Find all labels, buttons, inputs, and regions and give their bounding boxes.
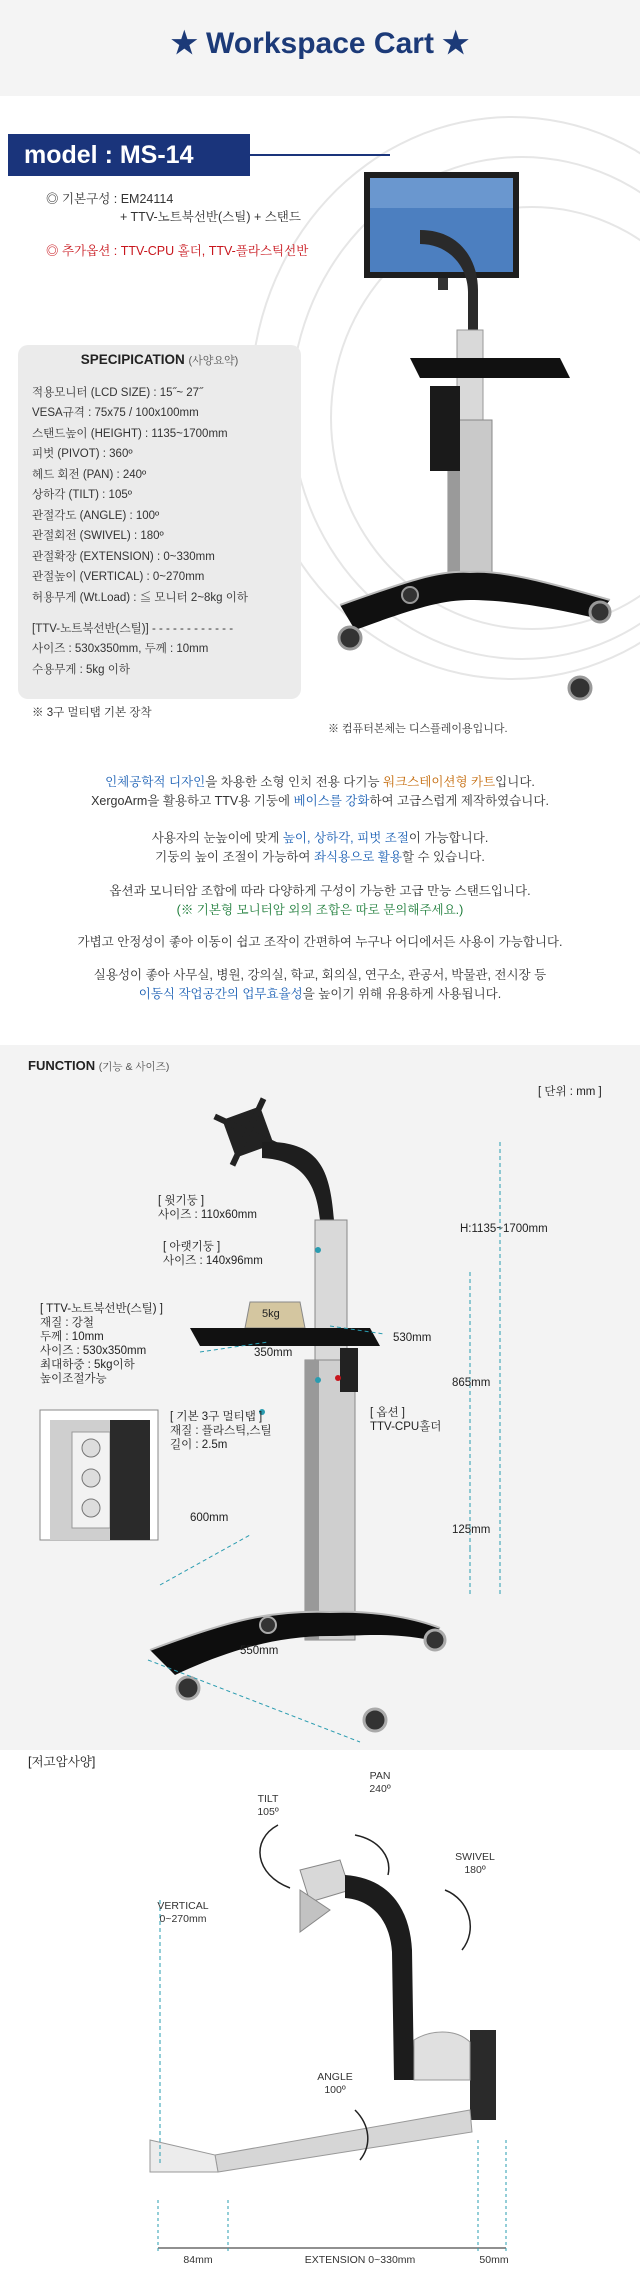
computer-body (430, 386, 460, 471)
pan-arc (355, 1835, 389, 1875)
shelf-detail-maxload: 최대하중 : 5kg이하 (40, 1359, 135, 1371)
model-badge: model : MS-14 (8, 134, 250, 176)
lowprofile-diagram (0, 1780, 640, 2280)
shelf-detail-height: 높이조절가능 (40, 1373, 107, 1385)
desc-para2-line2: 기둥의 높이 조절이 가능하여 좌식용으로 활용할 수 있습니다. (155, 850, 485, 864)
upper-pole-size: 사이즈 : 110x60mm (158, 1209, 257, 1221)
model-badge-line (250, 154, 390, 156)
spec-row-pivot: 피벗 (PIVOT) : 360º (32, 448, 133, 460)
cart-base (150, 1612, 440, 1675)
page-title: ★ Workspace Cart ★ (170, 27, 470, 60)
spec-shelf-weight: 수용무게 : 5kg 이하 (32, 664, 130, 676)
wheel (339, 627, 361, 649)
cpu-holder (340, 1348, 358, 1392)
desc-para1-line1: 인체공학적 디자인을 차용한 소형 인치 전용 다기능 워크스테이션형 카트입니다. (105, 775, 535, 789)
spec-row-swivel: 관절회전 (SWIVEL) : 180º (32, 530, 164, 542)
dim-right-label: 50mm (479, 2254, 509, 2266)
spec-row-vertical: 관절높이 (VERTICAL) : 0~270mm (32, 571, 205, 583)
lower-pole-title: [ 아랫기둥 ] (163, 1241, 221, 1253)
vertical-value: 0~270mm (159, 1913, 207, 1925)
spec-row-pan: 헤드 회전 (PAN) : 240º (32, 469, 147, 481)
option-line: ◎ 추가옵션 : TTV-CPU 홀더, TTV-플라스틱선반 (46, 244, 309, 258)
angle-value: 100º (324, 2084, 346, 2096)
angle-label: ANGLE (317, 2071, 353, 2083)
spec-shelf-size: 사이즈 : 530x350mm, 두께 : 10mm (32, 643, 209, 655)
base-width-label: 550mm (240, 1645, 279, 1657)
shelf (190, 1328, 380, 1346)
option-title: [ 옵션 ] (370, 1407, 405, 1419)
shelf-detail-thickness: 두께 : 10mm (40, 1331, 104, 1343)
wall-mount (470, 2030, 496, 2120)
wheel (425, 1630, 445, 1650)
cart-product-image (300, 160, 630, 720)
spec-title: SPECIPICATION (사양요약) (80, 352, 239, 367)
spec-row-vesa: VESA규격 : 75x75 / 100x100mm (32, 407, 199, 419)
multitap-length: 길이 : 2.5m (170, 1439, 228, 1451)
spec-shelf-dashes: - - - - - - - - - - - - (151, 623, 234, 635)
wheel (590, 602, 610, 622)
spec-row-angle: 관절각도 (ANGLE) : 100º (32, 510, 160, 522)
spec-row-extension: 관절확장 (EXTENSION) : 0~330mm (32, 551, 215, 563)
spec-row-tilt: 상하각 (TILT) : 105º (32, 489, 132, 501)
function-diagram (0, 1080, 640, 1750)
weight-box-label: 5kg (262, 1308, 280, 1320)
tilt-value: 105º (257, 1806, 279, 1818)
pan-value: 240º (369, 1783, 391, 1795)
spec-row-load: 허용무게 (Wt.Load) : ≦ 모니터 2~8kg 이하 (32, 592, 248, 604)
desc-para5-line2: 이동식 작업공간의 업무효율성을 높이기 위해 유용하게 사용됩니다. (138, 987, 502, 1001)
shelf-depth-label: 350mm (254, 1347, 293, 1359)
pole-height-label: 865mm (452, 1377, 491, 1389)
base-height-label: 125mm (452, 1524, 491, 1536)
basic-config-line1: ◎ 기본구성 : EM24114 (46, 192, 174, 206)
spec-shelf-title: [TTV-노트북선반(스틸)] - - - - - - - - - - - - (32, 623, 234, 635)
unit-label: [ 단위 : mm ] (538, 1086, 602, 1098)
base-depth-label: 600mm (190, 1512, 229, 1524)
tilt-arc (260, 1825, 290, 1888)
pan-label: PAN (369, 1770, 391, 1782)
function-title-suffix: (기능 & 사이즈) (98, 1061, 170, 1073)
spec-row-lcd-size: 적용모니터 (LCD SIZE) : 15˝~ 27˝ (32, 387, 203, 399)
multitap-title: [ 기본 3구 멀티탭 ] (170, 1411, 263, 1423)
lowprofile-arm (345, 1875, 414, 2080)
desc-para2-line1: 사용자의 눈높이에 맞게 높이, 상하각, 피벗 조절이 가능합니다. (151, 831, 489, 845)
spec-title-suffix: (사양요약) (188, 355, 239, 367)
shelf (410, 358, 570, 378)
dim-left-label: 84mm (183, 2254, 213, 2266)
desc-para5-line1: 실용성이 좋아 사무실, 병원, 강의실, 학교, 회의실, 연구소, 관공서, 박물관, 전시장 등 (93, 968, 547, 982)
base-depth-dim-line (160, 1535, 250, 1585)
desc-para3-line1: 옵션과 모니터암 조합에 따라 다양하게 구성이 가능한 고급 만능 스탠드입니다. (109, 884, 531, 898)
spec-row-height: 스탠드높이 (HEIGHT) : 1135~1700mm (32, 428, 228, 440)
display-note: ※ 컴퓨터본체는 디스플레이용입니다. (328, 723, 508, 735)
arm (262, 1142, 334, 1220)
wheel (177, 1677, 199, 1699)
swivel-value: 180º (464, 1864, 486, 1876)
desc-para4: 가볍고 안정성이 좋아 이동이 쉽고 조작이 간편하여 누구나 어디에서든 사용이 가능합니다. (77, 935, 563, 949)
shelf-width-label: 530mm (393, 1332, 432, 1344)
wheel (402, 587, 418, 603)
cart-base (340, 572, 610, 630)
tilt-label: TILT (257, 1793, 279, 1805)
shelf-detail-title: [ TTV-노트북선반(스틸) ] (40, 1303, 163, 1315)
wheel (260, 1617, 276, 1633)
swivel-arc (445, 1890, 470, 1950)
multitap-material: 재질 : 플라스틱,스틸 (170, 1425, 272, 1437)
dim-extension-label: EXTENSION 0~330mm (304, 2254, 416, 2266)
lower-arm (215, 2110, 472, 2172)
spec-multitap-note: ※ 3구 멀티탭 기본 장착 (32, 707, 152, 719)
wheel (364, 1709, 386, 1731)
upper-pole-title: [ 윗기둥 ] (158, 1195, 205, 1207)
desc-para1-line2: XergoArm을 활용하고 TTV용 기둥에 베이스를 강화하여 고급스럽게 제작하였습니다. (91, 794, 549, 808)
vertical-label: VERTICAL (157, 1900, 209, 1912)
desc-para3-line2: (※ 기본형 모니터암 외의 조합은 따로 문의해주세요.) (176, 903, 464, 917)
shelf-detail-material: 재질 : 강철 (40, 1317, 95, 1329)
swivel-label: SWIVEL (455, 1851, 495, 1863)
lower-pole-size: 사이즈 : 140x96mm (163, 1255, 263, 1267)
wheel (569, 677, 591, 699)
basic-config-line2: + TTV-노트북선반(스틸) + 스탠드 (120, 210, 301, 224)
function-title: FUNCTION (기능 & 사이즈) (28, 1058, 170, 1073)
lowprofile-title: [저고암사양] (28, 1755, 96, 1769)
option-cpu: TTV-CPU홀더 (370, 1421, 442, 1433)
shelf-detail-size: 사이즈 : 530x350mm (40, 1345, 147, 1357)
height-label: H:1135~1700mm (460, 1223, 548, 1235)
